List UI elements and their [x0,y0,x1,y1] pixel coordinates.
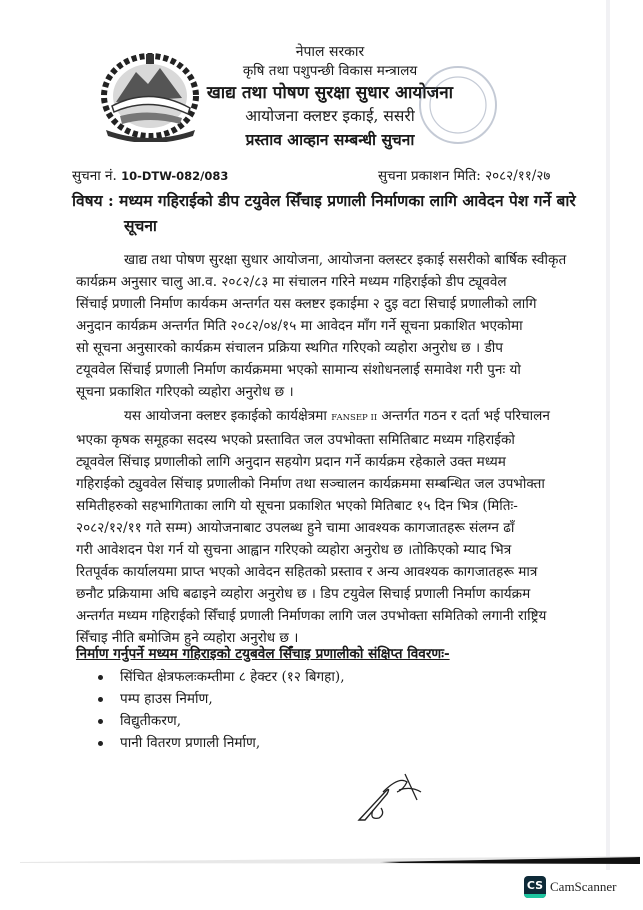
paragraph-line: २०८२/१२/११ गते सम्म) आयोजनाबाट उपलब्ध हुने चामा आवश्यक कागजातहरू संलग्न ढाँ [76,520,515,536]
camscanner-watermark [524,876,616,898]
paragraph-1 [76,249,592,403]
bullet-icon [98,741,103,746]
paragraph-line: रितपूर्वक कार्यालयमा प्राप्त भएको आवेदन सहितको प्रस्ताव र अन्य आवश्यक कागजातहरू मात्र [76,564,538,580]
paragraph-2 [76,405,592,649]
details-list-item: पम्प हाउस निर्माण, [98,688,345,710]
header-cluster-unit: आयोजना क्लष्टर इकाई, ससरी [245,107,415,125]
paragraph-line: टयूववेल सिंचाई प्रणाली निर्माण कार्यक्रममा भएको सामान्य संशोधनलाई समावेश गरी पुनः यो [76,362,521,378]
office-stamp [415,60,501,150]
notice-number-label: सुचना नं. [72,168,117,184]
publication-date-value: २०८२/११/२७ [485,168,551,184]
details-list-item: सिंचित क्षेत्रफलःकम्तीमा ८ हेक्टर (१२ बिगहा), [98,666,345,688]
paragraph-line: सूचना प्रकाशित गरिएको व्यहोरा अनुरोध छ । [76,384,294,400]
camscanner-brand: CamScanner [550,879,617,894]
publication-date [378,166,550,184]
notice-number-code: 10-DTW-082/083 [121,169,229,183]
paragraph-2-text-b: अन्तर्गत गठन र दर्ता भई परिचालन [381,408,550,424]
details-list [98,666,345,754]
bullet-icon [98,719,103,724]
header-project: खाद्य तथा पोषण सुरक्षा सुधार आयोजना [206,83,454,103]
paragraph-line: समितीहरुको सहभागिताका लागि यो सूचना प्रकाशित भएको मितिबाट १५ दिन भित्र (मितिः- [76,498,518,514]
paragraph-line: ट्यूववेल सिंचाइ प्रणालीको लागि अनुदान सहयोग प्रदान गर्ने कार्यक्रम रहेकाले उक्त मध्यम [76,454,506,470]
details-list-item: विद्युतीकरण, [98,710,345,732]
paragraph-line [76,405,592,429]
bullet-icon [98,697,103,702]
camscanner-logo-icon: CS [524,876,546,898]
details-list-item: पानी वितरण प्रणाली निर्माण, [98,732,345,754]
paragraph-line: भएका कृषक समूहका सदस्य भएको प्रस्तावित जल उपभोक्ता समितिबाट मध्यम गहिराईको [76,432,515,448]
header-notice-title: प्रस्ताव आव्हान सम्बन्धी सुचना [245,130,415,149]
subject-line-2: सूचना [124,216,157,235]
bullet-icon [98,675,103,680]
page-edge [606,0,610,870]
subject-label: विषय : [72,191,114,210]
notice-number [72,166,228,184]
details-title: निर्माण गर्नुपर्ने मध्यम गहिराइको टयुबवेल सिँचाइ प्रणालीको संक्षिप्त विवरणः- [76,646,450,662]
paragraph-line: कार्यक्रम अनुसार चालु आ.व. २०८२/८३ मा संचालन गरिने मध्यम गहिराईको डीप ट्यूववेल [76,274,507,290]
paragraph-line: अन्तर्गत मध्यम गहिराईको सिँचाई प्रणाली निर्माणका लागि जल उपभोक्ता समितिको लगानी राष्ट्रिय [76,608,547,624]
header-government: नेपाल सरकार [295,44,365,60]
paragraph-line: अनुदान कार्यक्रम अन्तर्गत मिति २०८२/०४/१५ मा आवेदन माँग गर्ने सूचना प्रकाशित भएकोमा [76,318,523,334]
subject-line-1: मध्यम गहिराईको डीप टयुवेल सिँचाइ प्रणाली निर्माणका लागि आवेदन पेश गर्ने बारे [119,191,576,210]
paragraph-line: सिंचाई प्रणाली निर्माण कार्यकम अन्तर्गत यस क्लष्टर इकाईमा २ दुइ वटा सिचाई प्रणालीको लागि [76,296,537,312]
publication-date-label: सुचना प्रकाशन मिति: [378,168,481,184]
paragraph-line: सिँचाइ नीति बमोजिम हुने व्यहोरा अनुरोध छ । [76,630,299,646]
paragraph-line: गहिराईको ट्युववेल सिंचाइ प्रणालीको निर्माण तथा सञ्चालन कार्यक्रममा सम्बन्धित जल उपभोक्ता [76,476,545,492]
page-bottom-edge [20,856,640,864]
signature [355,770,440,825]
subject [72,188,592,238]
fansep-label: FANSEP II [331,413,378,423]
paragraph-line: गरी आवेशदन पेश गर्न यो सुचना आह्वान गरिएको व्यहोरा अनुरोध छ ।तोकिएको म्याद भित्र [76,542,512,558]
paragraph-2-text-a: यस आयोजना क्लष्टर इकाईको कार्यक्षेत्रमा [124,408,327,424]
paragraph-line: छनौट प्रक्रियामा अघि बढाइने व्यहोरा अनुरोध छ । डिप टयुवेल सिचाई प्रणाली निर्माण कार्यक्रम [76,586,531,602]
paragraph-line: खाद्य तथा पोषण सुरक्षा सुधार आयोजना, आयोजना क्लस्टर इकाई ससरीको बार्षिक स्वीकृत [124,252,567,268]
paragraph-line: सो सूचना अनुसारको कार्यक्रम संचालन प्रक्रिया स्थगित गरिएको व्यहोरा अनुरोध छ । डीप [76,340,503,356]
header-ministry: कृषि तथा पशुपन्छी विकास मन्त्रालय [242,63,418,79]
